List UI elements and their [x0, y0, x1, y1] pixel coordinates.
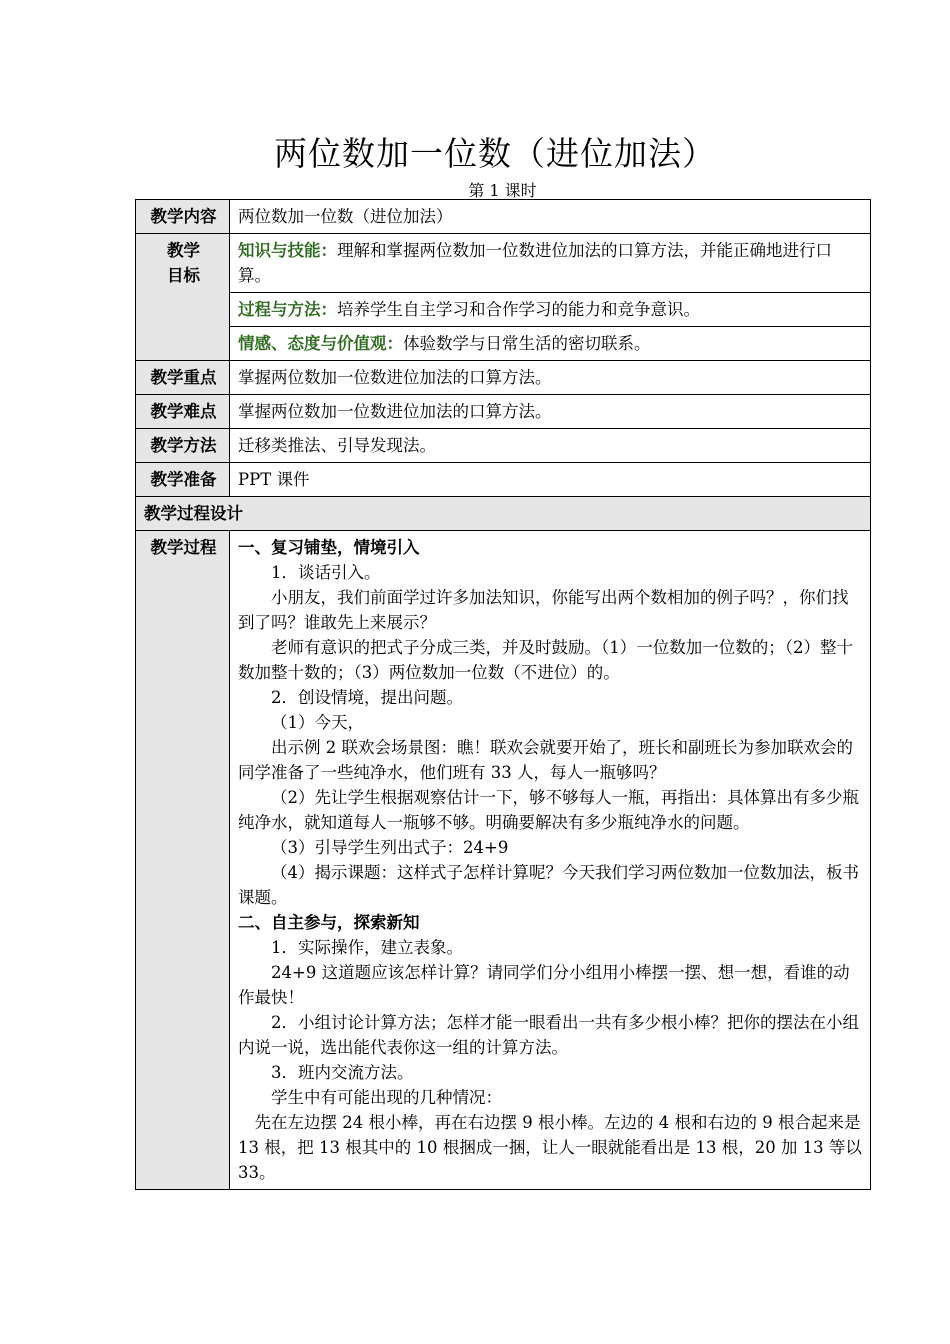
label-goals-line-2: 目标: [167, 266, 200, 285]
process-paragraph: 学生中有可能出现的几种情况：: [271, 1088, 502, 1107]
row-content: [136, 200, 871, 234]
goal-process-label: 过程与方法：: [238, 300, 337, 319]
process-paragraph: （1）今天，: [271, 713, 364, 732]
process-paragraph: （2）先让学生根据观察估计一下，够不够每人一瓶，再指出：具体算出有多少瓶纯净水，就知道每人一瓶够不够。明确要解决有多少瓶纯净水的问题。: [238, 788, 859, 832]
label-preparation: 教学准备: [136, 463, 230, 497]
row-goals-emotion: [136, 327, 871, 361]
label-method: 教学方法: [136, 429, 230, 463]
row-key-point: [136, 361, 871, 395]
lesson-number: 第 1 课时: [468, 181, 537, 200]
process-paragraph: 1．谈话引入。: [271, 563, 381, 582]
process-content: [230, 531, 871, 1190]
label-goals: [136, 234, 230, 361]
value-key-point: 掌握两位数加一位数进位加法的口算方法。: [230, 361, 871, 395]
row-goals-knowledge: [136, 234, 871, 293]
label-content: 教学内容: [136, 200, 230, 234]
label-process: 教学过程: [136, 531, 230, 1190]
value-content: 两位数加一位数（进位加法）: [230, 200, 871, 234]
process-paragraph: 24+9 这道题应该怎样计算？请同学们分小组用小棒摆一摆、想一想，看谁的动作最快！: [238, 963, 850, 1007]
row-process: [136, 531, 871, 1190]
process-heading-1: 一、复习铺垫，情境引入: [238, 538, 420, 557]
goal-knowledge-text: 理解和掌握两位数加一位数进位加法的口算方法，并能正确地进行口算。: [238, 241, 832, 285]
section-process-design: 教学过程设计: [136, 497, 871, 531]
label-key-point: 教学重点: [136, 361, 230, 395]
process-heading-2: 二、自主参与，探索新知: [238, 913, 420, 932]
goal-emotion-label: 情感、态度与价值观：: [238, 334, 403, 353]
goal-knowledge-label: 知识与技能：: [238, 241, 337, 260]
goal-process: [230, 293, 871, 327]
process-paragraph: （4）揭示课题：这样式子怎样计算呢？今天我们学习两位数加一位数加法，板书课题。: [238, 863, 859, 907]
goal-emotion: [230, 327, 871, 361]
label-goals-line-1: 教学: [167, 241, 200, 260]
value-method: 迁移类推法、引导发现法。: [230, 429, 871, 463]
row-design: [136, 497, 871, 531]
row-preparation: [136, 463, 871, 497]
label-difficulty: 教学难点: [136, 395, 230, 429]
row-goals-process: [136, 293, 871, 327]
process-paragraph: （3）引导学生列出式子：24+9: [271, 838, 509, 857]
process-paragraph: 先在左边摆 24 根小棒，再在右边摆 9 根小棒。左边的 4 根和右边的 9 根合起来是 13 根，把 13 根其中的 10 根捆成一捆，让人一眼就能看出是 13 根，20 加 13 等以 33。: [238, 1113, 862, 1182]
process-paragraph: 出示例 2 联欢会场景图：瞧！联欢会就要开始了，班长和副班长为参加联欢会的同学准备了一些纯净水，他们班有 33 人，每人一瓶够吗？: [238, 738, 853, 782]
lesson-plan-table: [135, 199, 871, 1190]
goal-knowledge: [230, 234, 871, 293]
value-difficulty: 掌握两位数加一位数进位加法的口算方法。: [230, 395, 871, 429]
process-paragraph: 2．小组讨论计算方法；怎样才能一眼看出一共有多少根小棒？把你的摆法在小组内说一说，选出能代表你这一组的计算方法。: [238, 1013, 859, 1057]
goal-process-text: 培养学生自主学习和合作学习的能力和竞争意识。: [337, 300, 700, 319]
page-title: 两位数加一位数（进位加法）: [274, 134, 716, 173]
process-paragraph: 2．创设情境，提出问题。: [271, 688, 463, 707]
goal-emotion-text: 体验数学与日常生活的密切联系。: [403, 334, 651, 353]
process-paragraph: 老师有意识的把式子分成三类，并及时鼓励。（1）一位数加一位数的；（2）整十数加整十数的；（3）两位数加一位数（不进位）的。: [238, 638, 853, 682]
row-difficulty: [136, 395, 871, 429]
row-method: [136, 429, 871, 463]
process-paragraph: 小朋友，我们前面学过许多加法知识，你能写出两个数相加的例子吗？，你们找到了吗？谁敢先上来展示？: [238, 588, 849, 632]
process-paragraph: 3．班内交流方法。: [271, 1063, 414, 1082]
value-preparation: PPT 课件: [230, 463, 871, 497]
process-paragraph: 1．实际操作，建立表象。: [271, 938, 463, 957]
